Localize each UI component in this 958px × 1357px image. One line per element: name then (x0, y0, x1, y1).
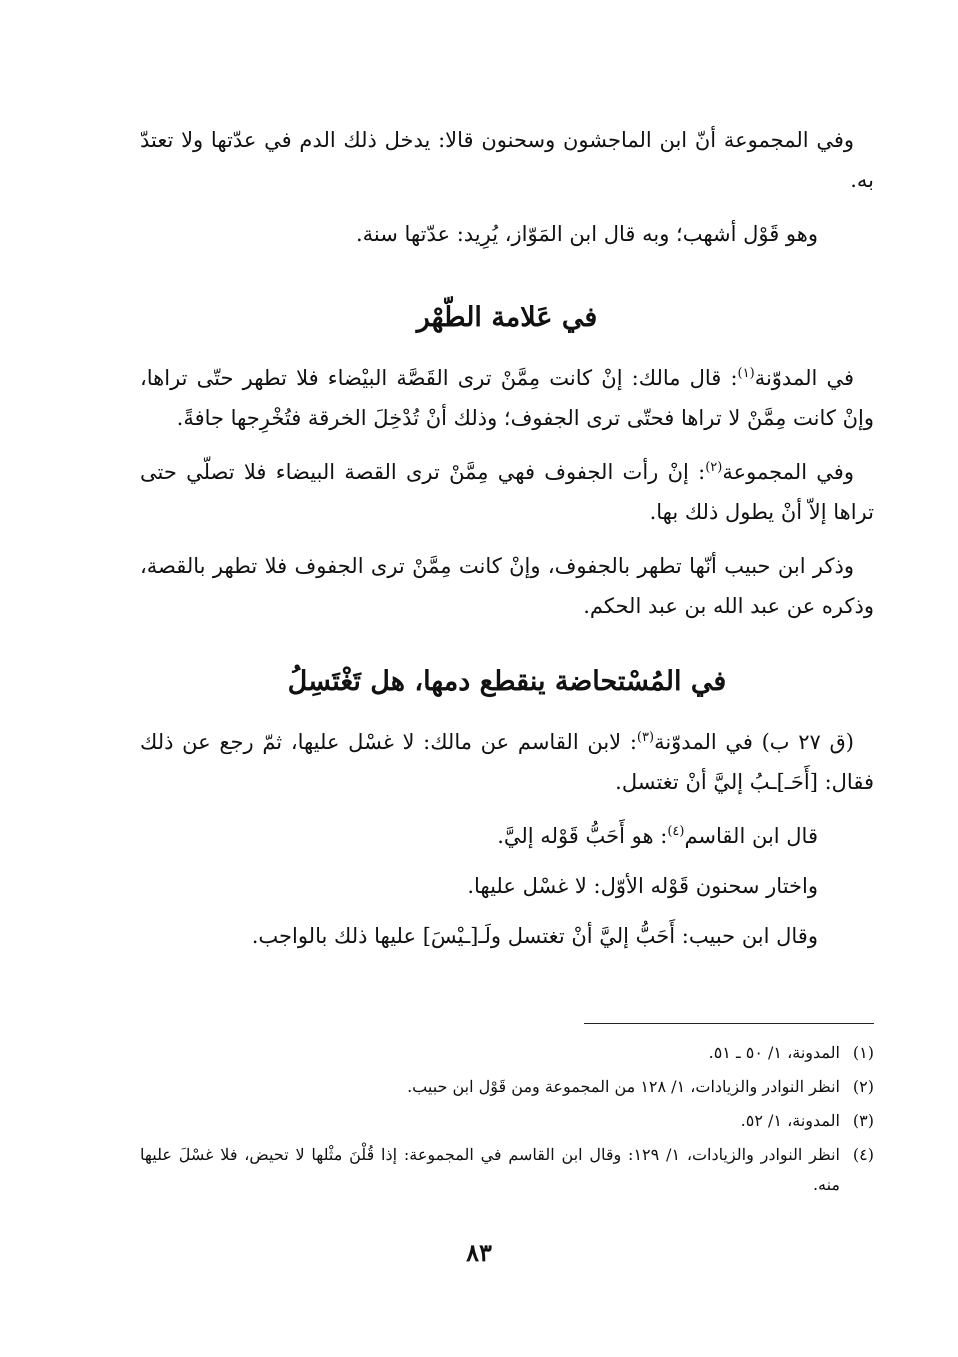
footnote-text: انظر النوادر والزيادات، ١/ ١٢٩: وقال ابن القاسم في المجموعة: إذا قُلْنَ مثْلها لا تحيض، فلا غسْلَ عليها منه. (140, 1145, 840, 1194)
footnote-text: المدونة، ١/ ٥٠ ـ ٥١. (708, 1043, 840, 1062)
footnote-3 (140, 1106, 874, 1136)
footnote-2 (140, 1072, 874, 1102)
paragraph-7-lead: قال ابن القاسم (684, 824, 818, 848)
footnote-4 (140, 1140, 874, 1200)
footnote-ref-3: (٣) (636, 730, 655, 745)
paragraph-5: وذكر ابن حبيب أنّها تطهر بالجفوف، وإنْ كانت مِمَّنْ ترى الجفوف فلا تطهر بالقصة، وذكره عن عبد الله بن عبد الحكم. (140, 554, 874, 618)
footnote-number: (١) (852, 1043, 874, 1062)
paragraph-9: وقال ابن حبيب: أَحَبُّ إليَّ أنْ تغتسل ولَـ[ـيْسَ] عليها ذلك بالواجب. (251, 924, 818, 948)
footnote-text: المدونة، ١/ ٥٢. (740, 1111, 840, 1130)
paragraph-3 (140, 358, 874, 438)
footnote-ref-1: (١) (737, 366, 755, 381)
paragraph-4-text: : إنْ رأت الجفوف فهي مِمَّنْ ترى القصة البيضاء فلا تصلّي حتى تراها إلاّ أنْ يطول ذلك بها. (140, 460, 874, 524)
section-heading-mustahada: في المُسْتحاضة ينقطع دمها، هل تَغْتَسِلُ (287, 666, 727, 697)
footnote-ref-4: (٤) (667, 824, 685, 839)
paragraph-3-text: : قال مالك: إنْ كانت مِمَّنْ ترى القَصَّة البيْضاء فلا تطهر حتّى تراها، وإنْ كانت مِمَّنْ لا تراها فحتّى ترى الجفوف؛ وذلك أنْ تُدْخِلَ الخرقة فتُخْرِجها جافةً. (140, 366, 874, 430)
footnote-number: (٢) (852, 1077, 874, 1096)
paragraph-4-lead: وفي المجموعة (722, 460, 854, 484)
footnote-text: انظر النوادر والزيادات، ١/ ١٢٨ من المجموعة ومن قَوْل ابن حبيب. (407, 1077, 840, 1096)
paragraph-7-text: : هو أَحَبُّ قَوْله إليَّ. (497, 824, 668, 848)
paragraph-3-lead: في المدوّنة (754, 366, 855, 390)
paragraph-6-lead: (ق ٢٧ ب) في المدوّنة (654, 730, 854, 754)
paragraph-6 (140, 722, 874, 802)
footnote-ref-2: (٢) (705, 460, 723, 475)
footnote-separator (584, 1023, 874, 1024)
footnotes (140, 1038, 874, 1204)
footnote-1 (140, 1038, 874, 1068)
paragraph-8: واختار سحنون قَوْله الأوّل: لا غسْل عليها. (467, 874, 818, 898)
page-number: ٨٣ (466, 1238, 492, 1267)
section-heading-purity-sign: في عَلامة الطّهْر (416, 302, 598, 333)
footnote-number: (٣) (852, 1111, 874, 1130)
paragraph-6-text: : لابن القاسم عن مالك: لا غسْل عليها، ثمّ رجع عن ذلك فقال: [أَحَـ]ـبُ إليَّ أنْ تغتسل. (140, 730, 874, 794)
footnote-number: (٤) (852, 1145, 874, 1164)
main-text (140, 120, 874, 966)
paragraph-2: وهو قَوْل أشهب؛ وبه قال ابن المَوّاز، يُرِيد: عدّتها سنة. (356, 222, 818, 246)
paragraph-1: وفي المجموعة أنّ ابن الماجشون وسحنون قالا: يدخل ذلك الدم في عدّتها ولا تعتدّ به. (140, 128, 874, 192)
paragraph-7 (140, 816, 874, 856)
paragraph-4 (140, 452, 874, 532)
